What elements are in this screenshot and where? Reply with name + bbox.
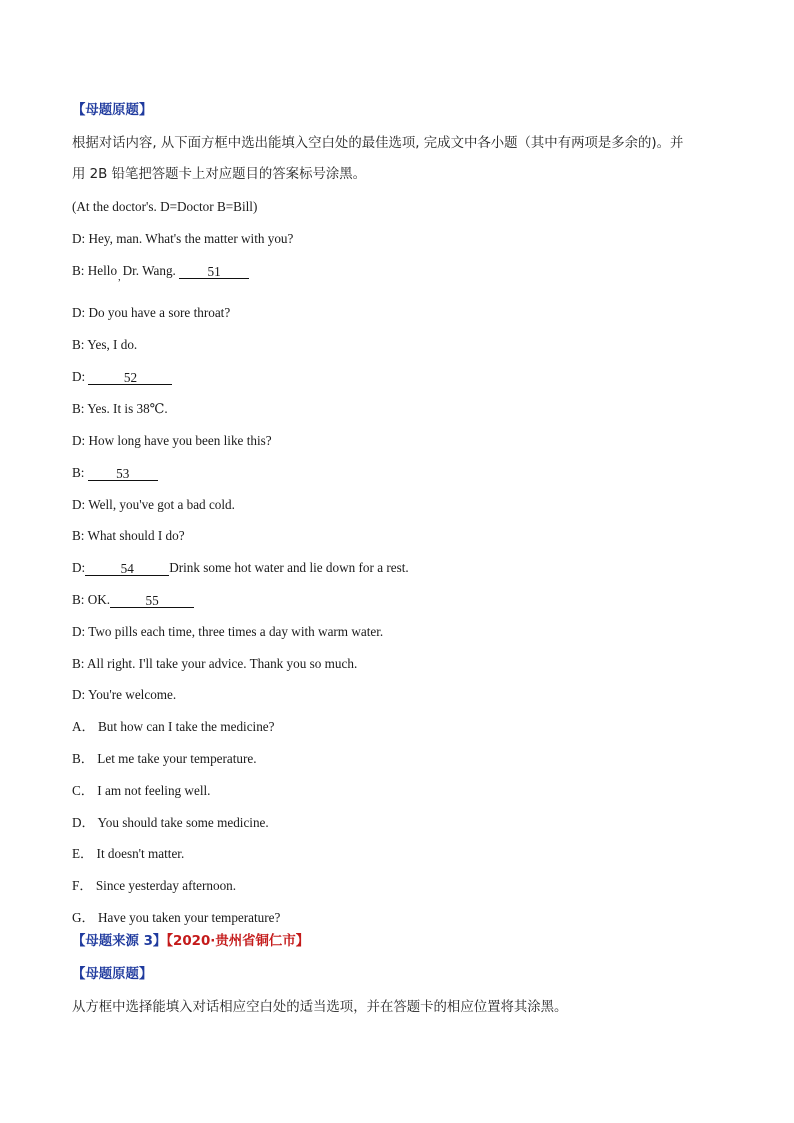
dialogue-text: D: [72, 560, 86, 575]
dialogue-line [72, 559, 409, 577]
dialogue-line [72, 368, 172, 386]
dialogue-text: Drink some hot water and lie down for a rest. [169, 560, 409, 575]
option-item: E． It doesn't matter. [72, 846, 185, 861]
dialogue-line: D: How long have you been like this? [72, 433, 272, 448]
dialogue-line: B: Yes. It is 38℃. [72, 401, 168, 416]
instruction-line-1: 根据对话内容, 从下面方框中选出能填入空白处的最佳选项, 完成文中各小题（其中有两项是多余的)。并 [72, 136, 684, 151]
option-item: F． Since yesterday afternoon. [72, 878, 237, 893]
dialogue-line [72, 262, 249, 282]
option-item: B． Let me take your temperature. [72, 751, 257, 766]
answer-blank-51[interactable]: 51 [179, 263, 249, 279]
option-item: D． You should take some medicine. [72, 815, 269, 830]
dialogue-line: B: Yes, I do. [72, 337, 138, 352]
dialogue-line: D: You're welcome. [72, 687, 177, 702]
section-heading: 【母题原题】 [72, 967, 153, 982]
answer-blank-53[interactable]: 53 [88, 465, 158, 481]
option-item: A． But how can I take the medicine? [72, 719, 275, 734]
dialogue-line [72, 591, 194, 609]
option-item: C． I am not feeling well. [72, 783, 211, 798]
source-line [72, 933, 309, 951]
dialogue-line: D: Well, you've got a bad cold. [72, 497, 235, 512]
instruction-line: 从方框中选择能填入对话相应空白处的适当选项，并在答题卡的相应位置将其涂黑。 [72, 1000, 568, 1015]
source-detail: 【2020·贵州省铜仁市】 [166, 934, 310, 949]
dialogue-line: D: Hey, man. What's the matter with you? [72, 231, 294, 246]
source-label: 【母题来源 3】 [72, 934, 167, 949]
dialogue-line [72, 464, 158, 482]
instruction-line-2: 用 2B 铅笔把答题卡上对应题目的答案标号涂黑。 [72, 167, 367, 182]
dialogue-line: D: Two pills each time, three times a day with warm water. [72, 624, 384, 639]
dialogue-text: B: OK. [72, 592, 111, 607]
dialogue-text: B: Hello [72, 263, 118, 278]
dialogue-line: D: Do you have a sore throat? [72, 305, 231, 320]
dialogue-text: B: [72, 465, 85, 480]
answer-blank-55[interactable]: 55 [110, 592, 194, 608]
dialogue-text: , [118, 272, 121, 283]
section-heading: 【母题原题】 [72, 103, 153, 118]
dialogue-text: D: [72, 369, 86, 384]
dialogue-line: B: What should I do? [72, 528, 185, 543]
dialogue-text: Dr. Wang. [122, 263, 176, 278]
dialogue-line: B: All right. I'll take your advice. Thank you so much. [72, 656, 358, 671]
dialogue-context: (At the doctor's. D=Doctor B=Bill) [72, 199, 258, 214]
option-item: G． Have you taken your temperature? [72, 910, 281, 925]
answer-blank-54[interactable]: 54 [85, 560, 169, 576]
answer-blank-52[interactable]: 52 [88, 369, 172, 385]
